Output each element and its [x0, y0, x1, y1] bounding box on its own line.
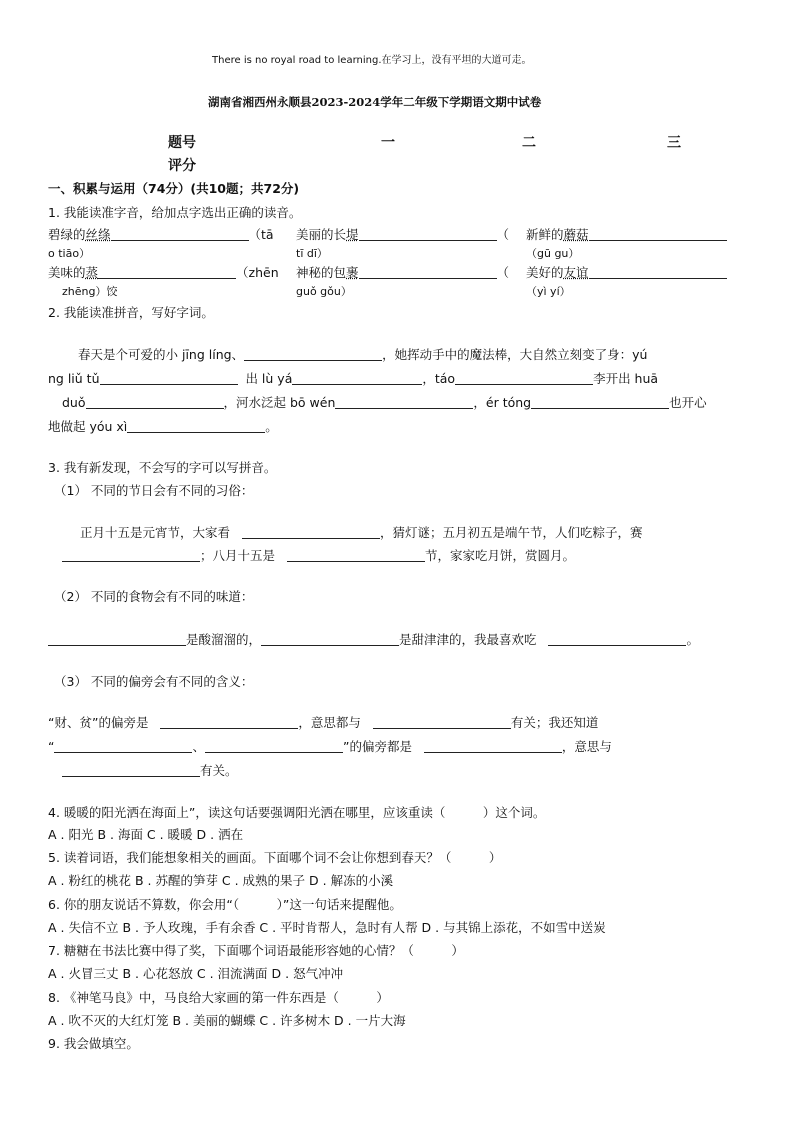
- q1-item-d: [48, 265, 279, 281]
- q3-sub3-line-2-text-c: ”的偏旁都是: [343, 739, 412, 754]
- q2-stem: 2. 我能读准拼音，写好字词。: [48, 305, 214, 320]
- q1-pinyin-c: （gū gu）: [526, 247, 580, 260]
- q2-line-2-text-a: ng liǔ tǔ: [48, 371, 100, 386]
- q2-line-2-text-c: ，táo: [422, 371, 456, 386]
- q2-line-3-text-d: 也开心: [669, 395, 707, 410]
- q1-item-a: [48, 227, 274, 243]
- q1-pinyin-a: o tiāo）: [48, 247, 91, 260]
- q2-line-4-text-b: 。: [265, 419, 278, 434]
- q2-line-1: [78, 347, 647, 363]
- q1-item-d-prefix: 美味的: [48, 265, 86, 280]
- q2-blank-luya[interactable]: [292, 371, 422, 385]
- score-table-col-1: 一: [381, 135, 395, 151]
- q3-sub3-line-2-text-d: ，意思与: [561, 739, 612, 754]
- q1-item-e: [296, 265, 509, 281]
- q1-item-b-option: （: [496, 227, 510, 242]
- q2-blank-jingling[interactable]: [244, 347, 382, 361]
- q9-stem: 9. 我会做填空。: [48, 1036, 139, 1051]
- q2-line-1-text-b: ，她挥动手中的魔法棒，大自然立刻变了身：yú: [382, 347, 648, 362]
- q3-sub2-text-a: 是酸溜溜的，: [186, 632, 262, 647]
- q3-blank-sour[interactable]: [48, 632, 186, 646]
- q1-answer-blank-c[interactable]: [589, 227, 727, 241]
- q1-item-f-prefix: 美好的: [526, 265, 564, 280]
- score-table-col-3: 三: [667, 135, 681, 151]
- q1-answer-blank-b[interactable]: [359, 227, 497, 241]
- q1-pinyin-e: guǒ gǒu）: [296, 285, 352, 298]
- q3-blank-char-1[interactable]: [54, 739, 192, 753]
- q3-stem: 3. 我有新发现，不会写的字可以写拼音。: [48, 460, 277, 475]
- q1-item-b: [296, 227, 509, 243]
- q3-sub1-line-1: [80, 525, 642, 541]
- q2-line-3: [62, 395, 707, 411]
- q1-item-b-word: 堤: [346, 227, 359, 242]
- q3-sub3-line-2: [48, 739, 612, 755]
- q1-item-e-word: 裹: [346, 265, 359, 280]
- q1-answer-blank-f[interactable]: [589, 265, 727, 279]
- q2-line-3-text-c: ，ér tóng: [473, 395, 532, 410]
- q2-blank-bowen[interactable]: [335, 395, 473, 409]
- q3-sub3-line-3-text: 有关。: [200, 763, 238, 778]
- q2-line-2: [48, 371, 658, 387]
- q3-sub2-text-c: 。: [686, 632, 699, 647]
- q3-sub3-line-1: [48, 715, 598, 731]
- q2-blank-liutu[interactable]: [100, 371, 238, 385]
- q3-sub1-line-1-text-b: ，猜灯谜；五月初五是端午节，人们吃粽子，赛: [379, 525, 643, 540]
- q3-sub2-text-b: 是甜津津的，我最喜欢吃: [399, 632, 537, 647]
- q1-item-a-option: （tā: [248, 227, 274, 242]
- q7-stem: 7. 糖糖在书法比赛中得了奖，下面哪个词语最能形容她的心情？（ ）: [48, 943, 464, 958]
- q5-stem: 5. 读着词语，我们能想象相关的画面。下面哪个词不会让你想到春天？（ ）: [48, 850, 502, 865]
- score-table-score-label: 评分: [168, 158, 196, 174]
- q1-item-f-word: 友谊: [563, 265, 589, 280]
- q2-line-4: [48, 419, 278, 435]
- q3-sub1-line-2: [62, 548, 575, 564]
- section-heading: 一、积累与运用（74分）(共10题；共72分): [48, 181, 300, 196]
- q2-line-3-text-b: ，河水泛起 bō wén: [223, 395, 336, 410]
- q2-blank-ertong[interactable]: [531, 395, 669, 409]
- q3-sub1-line-2-text-b: 节，家家吃月饼，赏圆月。: [424, 548, 575, 563]
- q6-stem: 6. 你的朋友说话不算数，你会用“（ ）”这一句话来提醒他。: [48, 897, 402, 912]
- q1-item-e-prefix: 神秘的包: [296, 265, 347, 280]
- q1-item-a-prefix: 碧绿的: [48, 227, 86, 242]
- q1-item-a-word: 丝绦: [85, 227, 111, 242]
- q1-item-b-prefix: 美丽的长: [296, 227, 347, 242]
- q6-options[interactable]: A . 失信不立 B . 予人玫瑰，手有余香 C . 平时肯帮人，急时有人帮 D . 与其锦上添花，不如雪中送炭: [48, 920, 606, 935]
- q3-sub3-line-1-text-c: 有关；我还知道: [510, 715, 599, 730]
- q1-item-c-word: 蘑菇: [563, 227, 589, 242]
- q2-line-2-text-d: 李开出 huā: [593, 371, 659, 386]
- q1-pinyin-b: tī dī）: [296, 247, 328, 260]
- q1-pinyin-f: （yì yí）: [526, 285, 571, 298]
- q3-sub2-line-1: [48, 632, 699, 648]
- q3-blank-radical-2[interactable]: [424, 739, 562, 753]
- q3-blank-lantern[interactable]: [242, 525, 380, 539]
- q4-stem: 4. 暖暖的阳光洒在海面上”，读这句话要强调阳光洒在哪里，应该重读（ ）这个词。: [48, 805, 546, 820]
- q3-sub3-line-2-text-a: “: [48, 739, 55, 754]
- q3-blank-char-2[interactable]: [205, 739, 343, 753]
- q2-line-3-text-a: duǒ: [62, 395, 86, 410]
- q3-blank-sweet[interactable]: [261, 632, 399, 646]
- motto: There is no royal road to learning.在学习上，没有平坦的大道可走。: [212, 55, 532, 66]
- q2-line-4-text-a: 地做起 yóu xì: [48, 419, 128, 434]
- q1-answer-blank-d[interactable]: [98, 265, 236, 279]
- q3-sub1-line-1-text-a: 正月十五是元宵节，大家看: [80, 525, 231, 540]
- q1-item-f: [526, 265, 727, 281]
- q1-item-d-option: （zhēn: [236, 265, 279, 280]
- q1-answer-blank-e[interactable]: [359, 265, 497, 279]
- q3-blank-dragon-boat[interactable]: [62, 548, 200, 562]
- q1-pinyin-d: zhēng）饺: [62, 285, 118, 298]
- q3-sub3-line-3: [62, 763, 238, 779]
- q2-line-2-text-b: 出 lù yá: [245, 371, 293, 386]
- q8-stem: 8. 《神笔马良》中，马良给大家画的第一件东西是（ ）: [48, 990, 389, 1005]
- q2-line-1-text-a: 春天是个可爱的小 jīng líng、: [78, 347, 245, 362]
- q3-blank-festival[interactable]: [287, 548, 425, 562]
- page-title: 湖南省湘西州永顺县2023-2024学年二年级下学期语文期中试卷: [208, 95, 542, 109]
- q3-blank-favorite[interactable]: [548, 632, 686, 646]
- q8-options[interactable]: A . 吹不灭的大红灯笼 B . 美丽的蝴蝶 C . 许多树木 D . 一片大海: [48, 1013, 406, 1028]
- q3-sub2-title: （2） 不同的食物会有不同的味道：: [54, 589, 254, 604]
- q5-options[interactable]: A . 粉红的桃花 B . 苏醒的笋芽 C . 成熟的果子 D . 解冻的小溪: [48, 873, 394, 888]
- q4-options[interactable]: A . 阳光 B . 海面 C . 暖暖 D . 洒在: [48, 827, 244, 842]
- q1-stem: 1. 我能读准字音，给加点字选出正确的读音。: [48, 205, 302, 220]
- q7-options[interactable]: A . 火冒三丈 B . 心花怒放 C . 泪流满面 D . 怒气冲冲: [48, 966, 344, 981]
- q2-blank-youxi[interactable]: [127, 419, 265, 433]
- score-table-col-2: 二: [522, 135, 536, 151]
- score-table-header-label: 题号: [168, 135, 196, 151]
- q2-blank-tao[interactable]: [455, 371, 593, 385]
- q3-sub3-title: （3） 不同的偏旁会有不同的含义：: [54, 674, 254, 689]
- q3-sub1-line-2-text-a: ；八月十五是: [200, 548, 276, 563]
- q3-sub3-line-1-text-a: “财、贫”的偏旁是: [48, 715, 149, 730]
- q1-answer-blank-a[interactable]: [111, 227, 249, 241]
- q3-sub1-title: （1） 不同的节日会有不同的习俗：: [54, 483, 254, 498]
- q3-blank-radical-1[interactable]: [160, 715, 298, 729]
- q1-item-e-option: （: [496, 265, 510, 280]
- q1-item-c: [526, 227, 727, 243]
- q3-sub3-line-2-text-b: 、: [192, 739, 205, 754]
- q3-sub3-line-1-text-b: ，意思都与: [298, 715, 361, 730]
- q3-blank-meaning-1[interactable]: [373, 715, 511, 729]
- q3-blank-meaning-2[interactable]: [62, 763, 200, 777]
- q1-item-d-word: 蒸: [85, 265, 99, 280]
- q1-item-c-prefix: 新鲜的: [526, 227, 564, 242]
- q2-blank-huaduo[interactable]: [86, 395, 224, 409]
